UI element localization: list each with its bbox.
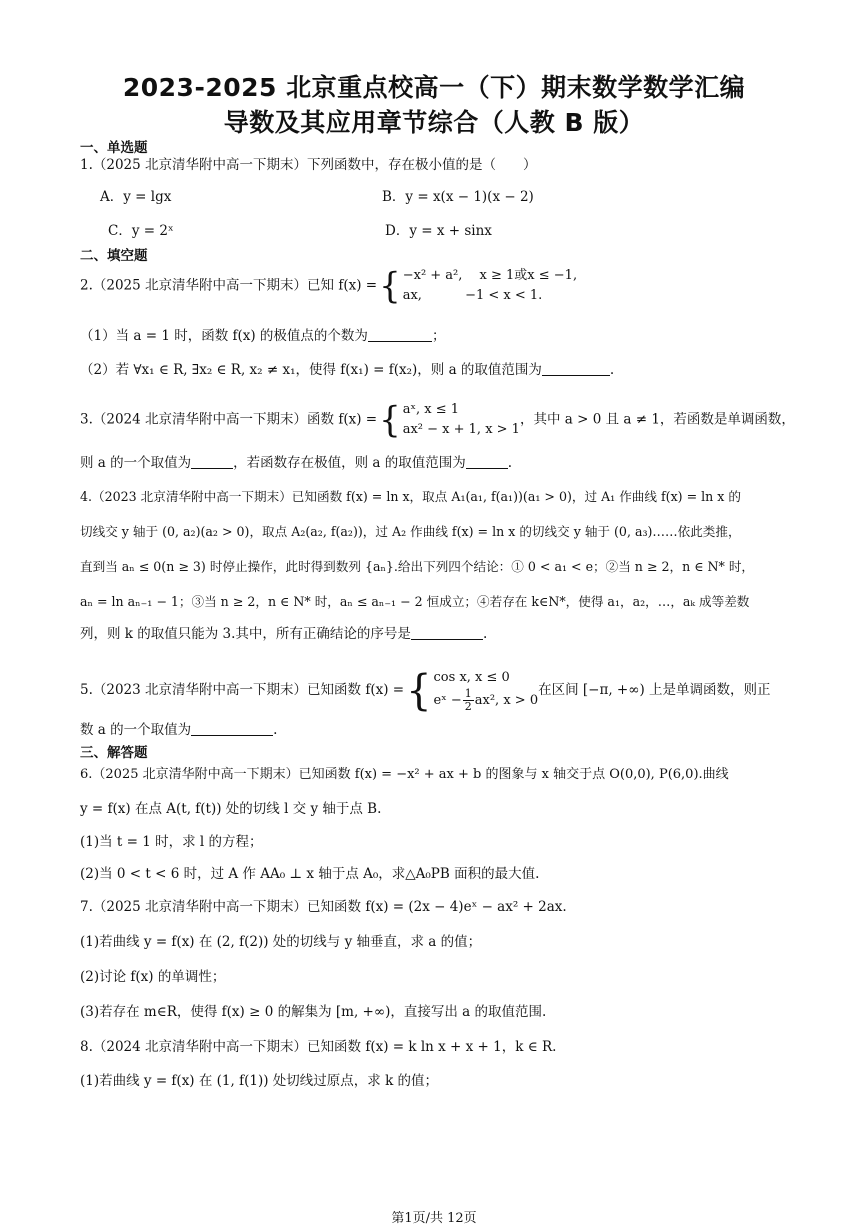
q1-stem: 1.（2025 北京清华附中高一下期末）下列函数中，存在极小值的是（ ） <box>80 157 537 173</box>
q6-part2: (2)当 0 < t < 6 时，过 A 作 AA₀ ⊥ x 轴于点 A₀，求△A₀PB 面积的最大值. <box>80 866 540 882</box>
q4-line5 <box>80 624 795 644</box>
q5-case2 <box>434 688 539 713</box>
q3-line2-b: ，若函数存在极值，则 a 的取值范围为 <box>233 455 466 471</box>
q2-part2-end: . <box>609 362 615 378</box>
fraction-denominator: 2 <box>464 700 472 713</box>
q5-line2-end: . <box>273 722 278 738</box>
q5-prefix: 5.（2023 北京清华附中高一下期末）已知函数 f(x) = <box>80 682 405 698</box>
q3-line2-a: 则 a 的一个取值为 <box>80 455 192 471</box>
q4-line5-text: 列，则 k 的取值只能为 3.其中，所有正确结论的序号是 <box>80 626 411 642</box>
q4-line3: 直到当 aₙ ≤ 0(n ≥ 3) 时停止操作，此时得到数列 {aₙ}.给出下列四个结论：① 0 < a₁ < e；②当 n ≥ 2，n ∈ N* 时， <box>80 559 755 574</box>
section-heading-fill-blank: 二、填空题 <box>80 248 148 264</box>
q1-option-b: B．y = x(x − 1)(x − 2) <box>382 189 534 205</box>
document-title-line1: 2023-2025 北京重点校高一（下）期末数学数学汇编 <box>122 73 746 102</box>
answer-blank[interactable] <box>191 721 273 736</box>
q4-line1: 4.（2023 北京清华附中高一下期末）已知函数 f(x) = ln x，取点 A₁(a₁, f(a₁))(a₁ > 0)，过 A₁ 作曲线 f(x) = ln x 的 <box>80 489 741 504</box>
q3-case2: ax² − x + 1, x > 1 <box>402 422 520 437</box>
q3-line2-c: . <box>507 455 513 471</box>
q6-line1: 6.（2025 北京清华附中高一下期末）已知函数 f(x) = −x² + ax + b 的图象与 x 轴交于点 O(0,0), P(6,0).曲线 <box>80 767 729 782</box>
q4-line5-end: . <box>482 626 488 642</box>
q5-line2-text: 数 a 的一个取值为 <box>80 722 192 738</box>
q5-case2-b: ax², x > 0 <box>474 693 539 708</box>
fraction-one-half <box>463 688 474 713</box>
answer-blank[interactable] <box>191 454 233 469</box>
q3-suffix: ，其中 a > 0 且 a ≠ 1，若函数是单调函数， <box>519 411 795 428</box>
q5-case2-a: eˣ − <box>433 693 462 708</box>
brace-symbol: { <box>406 666 432 715</box>
q7-part3: (3)若存在 m∈R，使得 f(x) ≥ 0 的解集为 [m, +∞)，直接写出 a 的取值范围. <box>80 1004 547 1020</box>
q1-option-a: A．y = lgx <box>100 189 172 205</box>
answer-blank[interactable] <box>368 327 432 342</box>
q2-prefix: 2.（2025 北京清华附中高一下期末）已知 f(x) = <box>80 277 378 294</box>
q4-line4: aₙ = ln aₙ₋₁ − 1；③当 n ≥ 2，n ∈ N* 时，aₙ ≤ aₙ₋₁ − 2 恒成立；④若存在 k∈N*，使得 a₁，a₂，…，aₖ 成等差数 <box>80 594 750 609</box>
q3-line2 <box>80 453 795 473</box>
q5-statement <box>80 668 795 713</box>
q2-statement <box>80 266 795 306</box>
q2-part2-text: （2）若 ∀x₁ ∈ R, ∃x₂ ∈ R, x₂ ≠ x₁，使得 f(x₁) = f(x₂)，则 a 的取值范围为 <box>80 362 542 378</box>
q5-line2 <box>80 720 795 740</box>
q2-part2 <box>80 360 795 380</box>
q3-piecewise <box>403 400 520 440</box>
q3-statement <box>80 400 795 440</box>
section-heading-single-choice: 一、单选题 <box>80 140 148 156</box>
q8-line1: 8.（2024 北京清华附中高一下期末）已知函数 f(x) = k ln x + x + 1，k ∈ R. <box>80 1039 557 1055</box>
q2-part1-end: ； <box>431 328 446 344</box>
q7-part2: (2)讨论 f(x) 的单调性； <box>80 969 226 985</box>
fraction-numerator: 1 <box>464 687 472 700</box>
section-heading-solution: 三、解答题 <box>80 745 148 761</box>
brace-symbol: { <box>379 399 401 441</box>
answer-blank[interactable] <box>411 625 483 640</box>
q5-case1: cos x, x ≤ 0 <box>433 670 510 685</box>
q5-suffix: 在区间 [−π, +∞) 上是单调函数，则正 <box>538 682 771 698</box>
q1-option-c: C．y = 2ˣ <box>108 223 174 239</box>
brace-symbol: { <box>379 265 401 307</box>
q7-line1: 7.（2025 北京清华附中高一下期末）已知函数 f(x) = (2x − 4)eˣ − ax² + 2ax. <box>80 899 567 915</box>
answer-blank[interactable] <box>542 361 610 376</box>
q5-piecewise <box>434 668 539 713</box>
q2-case2: ax, −1 < x < 1. <box>402 288 543 303</box>
q3-case1: aˣ, x ≤ 1 <box>402 402 460 417</box>
q6-line2: y = f(x) 在点 A(t, f(t)) 处的切线 l 交 y 轴于点 B. <box>80 801 382 817</box>
q2-case1: −x² + a², x ≥ 1或x ≤ −1, <box>402 268 578 283</box>
q7-part1: (1)若曲线 y = f(x) 在 (2, f(2)) 处的切线与 y 轴垂直，求 a 的值； <box>80 934 482 950</box>
q8-part1: (1)若曲线 y = f(x) 在 (1, f(1)) 处切线过原点，求 k 的值； <box>80 1073 439 1089</box>
q2-part1 <box>80 326 795 346</box>
q2-piecewise <box>403 266 577 306</box>
q4-line2: 切线交 y 轴于 (0, a₂)(a₂ > 0)，取点 A₂(a₂, f(a₂))，过 A₂ 作曲线 f(x) = ln x 的切线交 y 轴于 (0, a₃)……依此类推， <box>80 524 741 539</box>
page-footer: 第1页/共 12页 <box>391 1211 477 1226</box>
answer-blank[interactable] <box>466 454 508 469</box>
q2-part1-text: （1）当 a = 1 时，函数 f(x) 的极值点的个数为 <box>80 328 368 344</box>
q3-prefix: 3.（2024 北京清华附中高一下期末）函数 f(x) = <box>80 411 378 428</box>
q1-option-d: D．y = x + sinx <box>385 223 492 239</box>
q6-part1: (1)当 t = 1 时，求 l 的方程； <box>80 834 263 850</box>
document-title-line2: 导数及其应用章节综合（人教 B 版） <box>223 108 645 137</box>
